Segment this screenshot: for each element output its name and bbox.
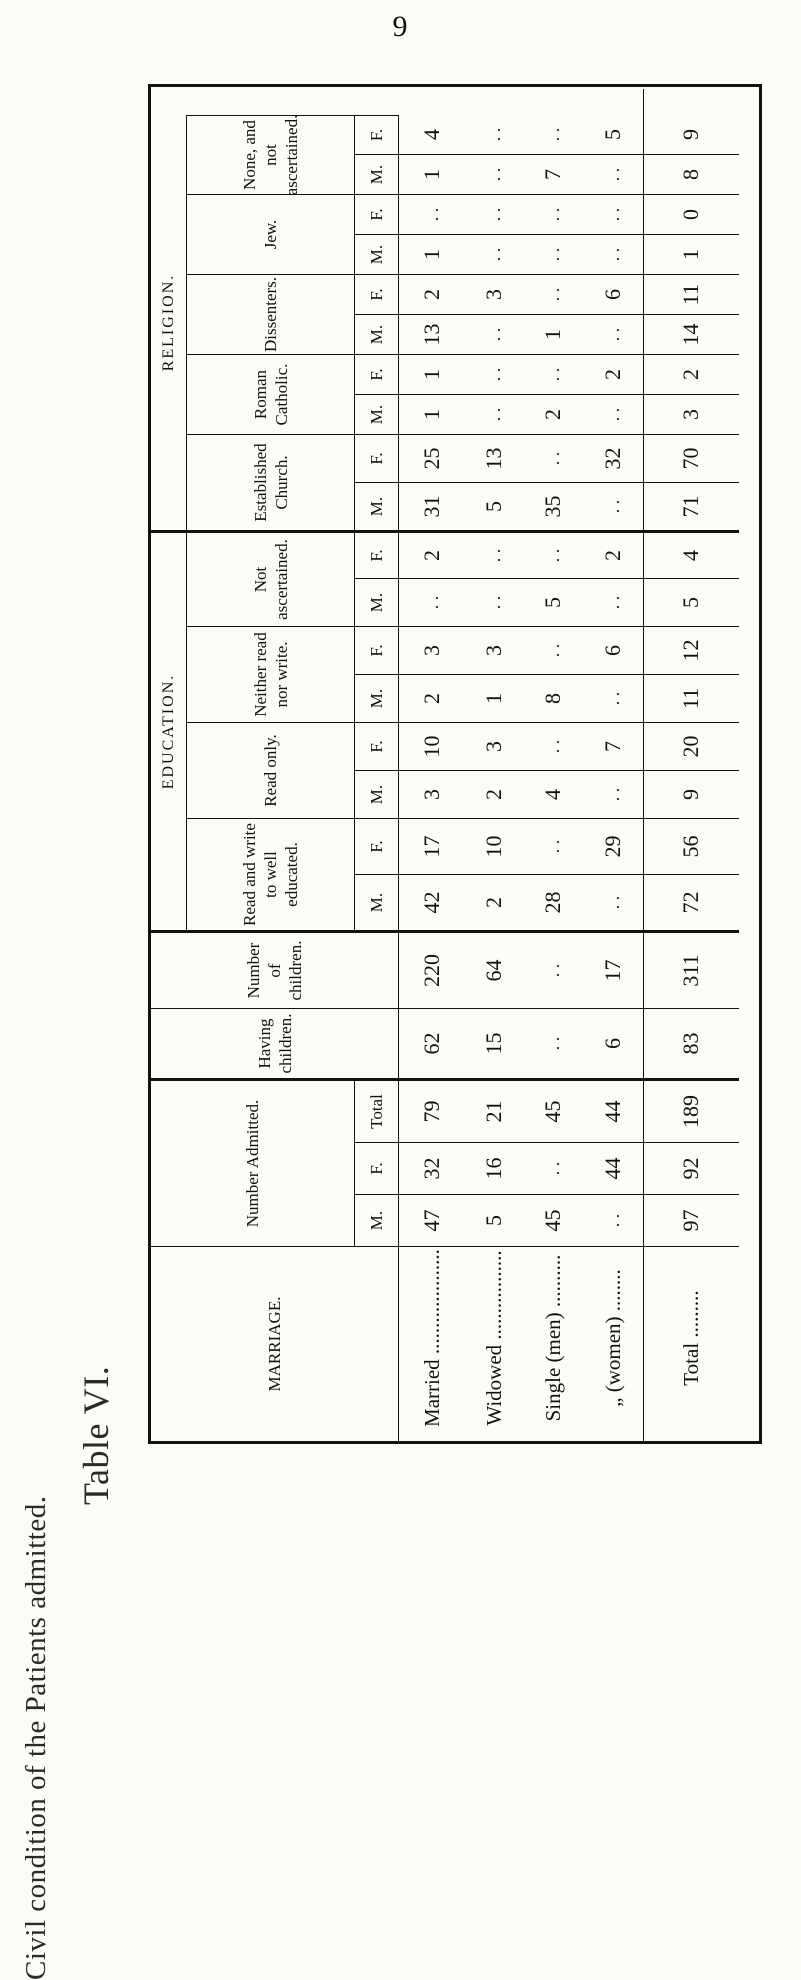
di-f-cell	[643, 274, 739, 314]
leader-dots: . .	[602, 787, 623, 802]
na-f-subheader: F.	[355, 530, 399, 578]
na-m-cell	[643, 578, 739, 626]
ec-f-cell	[583, 434, 643, 482]
adm-f-cell	[583, 1142, 643, 1194]
leader-dots: . .	[602, 691, 623, 706]
ec-f-subheader: F.	[355, 434, 399, 482]
leader-dots: . .	[421, 207, 442, 222]
label-cell	[523, 1246, 583, 1441]
di-m-cell	[643, 314, 739, 354]
table-row	[583, 115, 643, 1441]
value: 3	[481, 741, 506, 752]
value: 5	[481, 1215, 506, 1226]
children-cell	[583, 930, 643, 1008]
na-f-cell	[465, 530, 523, 578]
je-f-cell	[643, 194, 739, 234]
je-f-cell	[399, 194, 465, 234]
ro-m-cell	[399, 770, 465, 818]
je-f-cell	[523, 194, 583, 234]
ec-m-cell	[465, 482, 523, 530]
no-m-cell	[583, 154, 643, 194]
ec-f-cell	[465, 434, 523, 482]
label-cell	[399, 1246, 465, 1441]
value: 35	[540, 495, 565, 518]
rw-m-cell	[465, 874, 523, 930]
leader-dots: . .	[602, 895, 623, 910]
di-m-cell	[583, 314, 643, 354]
ec-m-subheader: M.	[355, 482, 399, 530]
nr-f-cell	[523, 626, 583, 674]
value: 44	[600, 1157, 625, 1180]
adm-f-cell	[643, 1142, 739, 1194]
rc-f-cell	[643, 354, 739, 394]
nr-m-cell	[643, 674, 739, 722]
no-m-cell	[399, 154, 465, 194]
established-church-header: Established Church.	[187, 434, 355, 530]
leader-dots: . .	[542, 1036, 563, 1051]
children-cell	[643, 930, 739, 1008]
rc-f-cell	[523, 354, 583, 394]
adm-m-subheader: M.	[355, 1194, 399, 1246]
di-f-cell	[583, 274, 643, 314]
adm-m-cell	[465, 1194, 523, 1246]
value: 2	[600, 550, 625, 561]
ro-f-cell	[465, 722, 523, 770]
na-m-cell	[583, 578, 643, 626]
page-number: 9	[392, 10, 408, 43]
value: 12	[678, 639, 703, 662]
nr-m-cell	[399, 674, 465, 722]
rc-f-cell	[583, 354, 643, 394]
total-row	[643, 115, 739, 1441]
value: 28	[540, 891, 565, 914]
value: 8	[540, 693, 565, 704]
table-row	[523, 115, 583, 1441]
je-m-cell	[465, 234, 523, 274]
value: 29	[600, 835, 625, 858]
ro-f-subheader: F.	[355, 722, 399, 770]
row-label: „ (women) ........	[600, 1269, 625, 1407]
value: 70	[678, 447, 703, 470]
value: 10	[419, 735, 444, 758]
value: 11	[678, 687, 703, 710]
value: 45	[540, 1209, 565, 1232]
leader-dots: . .	[483, 167, 504, 182]
having-cell	[523, 1008, 583, 1078]
nr-f-subheader: F.	[355, 626, 399, 674]
rc-m-cell	[523, 394, 583, 434]
nr-m-cell	[583, 674, 643, 722]
ro-m-cell	[465, 770, 523, 818]
no-f-subheader: F.	[355, 115, 399, 154]
no-m-subheader: M.	[355, 154, 399, 194]
value: 4	[419, 129, 444, 140]
table-row	[399, 115, 465, 1441]
rw-f-cell	[583, 818, 643, 874]
value: 1	[419, 169, 444, 180]
value: 32	[419, 1157, 444, 1180]
value: 21	[481, 1100, 506, 1123]
leader-dots: . .	[542, 548, 563, 563]
dissenters-header: Dissenters.	[187, 274, 355, 354]
leader-dots: . .	[483, 327, 504, 342]
na-f-cell	[399, 530, 465, 578]
leader-dots: . .	[602, 247, 623, 262]
rc-m-cell	[643, 394, 739, 434]
adm-t-cell	[399, 1078, 465, 1142]
value: 16	[481, 1157, 506, 1180]
leader-dots: . .	[483, 207, 504, 222]
read-only-header: Read only.	[187, 722, 355, 818]
value: 220	[419, 954, 444, 987]
di-f-subheader: F.	[355, 274, 399, 314]
leader-dots: . .	[542, 643, 563, 658]
leader-dots: . .	[483, 548, 504, 563]
civil-condition-table	[148, 84, 762, 1444]
jew-header: Jew.	[187, 194, 355, 274]
value: 0	[678, 209, 703, 220]
table-grid	[151, 89, 759, 1441]
je-m-cell	[643, 234, 739, 274]
di-m-subheader: M.	[355, 314, 399, 354]
je-f-cell	[465, 194, 523, 234]
value: 3	[419, 645, 444, 656]
rw-f-cell	[523, 818, 583, 874]
leader-dots: . .	[602, 499, 623, 514]
adm-f-cell	[465, 1142, 523, 1194]
adm-f-cell	[523, 1142, 583, 1194]
leader-dots: . .	[542, 207, 563, 222]
having-cell	[399, 1008, 465, 1078]
value: 13	[419, 323, 444, 346]
value: 2	[600, 369, 625, 380]
ec-f-cell	[399, 434, 465, 482]
na-f-cell	[523, 530, 583, 578]
leader-dots: . .	[542, 739, 563, 754]
no-m-cell	[465, 154, 523, 194]
adm-t-cell	[523, 1078, 583, 1142]
ro-m-cell	[523, 770, 583, 818]
je-f-cell	[583, 194, 643, 234]
value: 8	[678, 169, 703, 180]
rc-f-cell	[465, 354, 523, 394]
row-label: Single (men) ..........	[540, 1254, 565, 1422]
value: 14	[678, 323, 703, 346]
leader-dots: . .	[483, 247, 504, 262]
having-children-header: Having children.	[151, 1008, 399, 1078]
value: 15	[481, 1032, 506, 1055]
rw-m-subheader: M.	[355, 874, 399, 930]
ro-f-cell	[583, 722, 643, 770]
nr-m-cell	[465, 674, 523, 722]
leader-dots: . .	[483, 127, 504, 142]
read-and-write-header: Read and write to well educated.	[187, 818, 355, 930]
di-m-cell	[523, 314, 583, 354]
di-m-cell	[465, 314, 523, 354]
je-m-subheader: M.	[355, 234, 399, 274]
label-cell	[465, 1246, 523, 1441]
nr-f-cell	[643, 626, 739, 674]
ec-m-cell	[583, 482, 643, 530]
value: 71	[678, 495, 703, 518]
leader-dots: . .	[602, 327, 623, 342]
leader-dots: . .	[483, 367, 504, 382]
value: 6	[600, 289, 625, 300]
na-m-cell	[523, 578, 583, 626]
value: 5	[678, 597, 703, 608]
label-cell	[583, 1246, 643, 1441]
rw-f-subheader: F.	[355, 818, 399, 874]
nr-f-cell	[399, 626, 465, 674]
value: 1	[481, 693, 506, 704]
marriage-header: MARRIAGE.	[151, 1246, 399, 1441]
value: 1	[678, 249, 703, 260]
value: 2	[419, 289, 444, 300]
value: 45	[540, 1100, 565, 1123]
adm-t-cell	[465, 1078, 523, 1142]
value: 47	[419, 1209, 444, 1232]
value: 4	[540, 789, 565, 800]
no-f-cell	[465, 115, 523, 154]
value: 3	[678, 409, 703, 420]
value: 2	[419, 693, 444, 704]
children-cell	[399, 930, 465, 1008]
value: 17	[419, 835, 444, 858]
adm-f-cell	[399, 1142, 465, 1194]
row-label: Married ....................	[419, 1249, 444, 1427]
nr-f-cell	[583, 626, 643, 674]
value: 83	[678, 1032, 703, 1055]
value: 13	[481, 447, 506, 470]
adm-m-cell	[399, 1194, 465, 1246]
ec-f-cell	[523, 434, 583, 482]
leader-dots: . .	[542, 247, 563, 262]
value: 62	[419, 1032, 444, 1055]
value: 9	[678, 129, 703, 140]
leader-dots: . .	[421, 595, 442, 610]
value: 10	[481, 835, 506, 858]
value: 2	[678, 369, 703, 380]
rc-m-cell	[583, 394, 643, 434]
value: 20	[678, 735, 703, 758]
value: 1	[419, 249, 444, 260]
education-section-heading: EDUCATION.	[151, 530, 187, 930]
leader-dots: . .	[602, 407, 623, 422]
rc-m-cell	[399, 394, 465, 434]
value: 2	[540, 409, 565, 420]
je-m-cell	[523, 234, 583, 274]
value: 56	[678, 835, 703, 858]
leader-dots: . .	[542, 127, 563, 142]
neither-read-nor-write-header: Neither read nor write.	[187, 626, 355, 722]
no-f-cell	[399, 115, 465, 154]
value: 3	[481, 289, 506, 300]
leader-dots: . .	[542, 367, 563, 382]
value: 5	[481, 501, 506, 512]
value: 1	[540, 329, 565, 340]
not-ascertained-header: Not ascertained.	[187, 530, 355, 626]
value: 11	[678, 283, 703, 306]
no-f-cell	[583, 115, 643, 154]
rw-f-cell	[465, 818, 523, 874]
leader-dots: . .	[542, 963, 563, 978]
table-title: Civil condition of the Patients admitted.	[20, 1495, 52, 1980]
leader-dots: . .	[542, 287, 563, 302]
row-label: Total .........	[678, 1290, 703, 1386]
value: 64	[481, 959, 506, 982]
adm-t-cell	[643, 1078, 739, 1142]
value: 5	[600, 129, 625, 140]
di-f-cell	[399, 274, 465, 314]
no-m-cell	[523, 154, 583, 194]
nr-f-cell	[465, 626, 523, 674]
value: 97	[678, 1209, 703, 1232]
religion-section-heading: RELIGION.	[151, 115, 187, 530]
ec-m-cell	[523, 482, 583, 530]
ro-m-subheader: M.	[355, 770, 399, 818]
je-f-subheader: F.	[355, 194, 399, 234]
rw-m-cell	[583, 874, 643, 930]
adm-f-subheader: F.	[355, 1142, 399, 1194]
na-m-cell	[465, 578, 523, 626]
ro-f-cell	[523, 722, 583, 770]
rw-f-cell	[399, 818, 465, 874]
na-m-subheader: M.	[355, 578, 399, 626]
rc-m-subheader: M.	[355, 394, 399, 434]
children-cell	[523, 930, 583, 1008]
di-f-cell	[523, 274, 583, 314]
value: 32	[600, 447, 625, 470]
value: 189	[678, 1095, 703, 1128]
value: 3	[481, 645, 506, 656]
na-m-cell	[399, 578, 465, 626]
ro-f-cell	[643, 722, 739, 770]
value: 2	[481, 897, 506, 908]
value: 6	[600, 645, 625, 656]
rc-f-cell	[399, 354, 465, 394]
value: 5	[540, 597, 565, 608]
value: 25	[419, 447, 444, 470]
leader-dots: . .	[542, 839, 563, 854]
having-cell	[643, 1008, 739, 1078]
no-f-cell	[523, 115, 583, 154]
je-m-cell	[583, 234, 643, 274]
rw-f-cell	[643, 818, 739, 874]
di-m-cell	[399, 314, 465, 354]
rw-m-cell	[523, 874, 583, 930]
rc-f-subheader: F.	[355, 354, 399, 394]
none-and-not-ascertained-header: None, and not ascertained.	[187, 115, 355, 194]
no-f-cell	[643, 115, 739, 154]
value: 79	[419, 1100, 444, 1123]
ec-f-cell	[643, 434, 739, 482]
di-f-cell	[465, 274, 523, 314]
value: 1	[419, 409, 444, 420]
leader-dots: . .	[602, 595, 623, 610]
adm-t-subheader: Total	[355, 1078, 399, 1142]
having-cell	[465, 1008, 523, 1078]
ro-m-cell	[643, 770, 739, 818]
leader-dots: . .	[602, 1213, 623, 1228]
value: 7	[600, 741, 625, 752]
value: 2	[419, 550, 444, 561]
adm-m-cell	[523, 1194, 583, 1246]
number-admitted-header: Number Admitted.	[151, 1078, 355, 1246]
ec-m-cell	[399, 482, 465, 530]
value: 31	[419, 495, 444, 518]
rw-m-cell	[643, 874, 739, 930]
value: 6	[600, 1038, 625, 1049]
roman-catholic-header: Roman Catholic.	[187, 354, 355, 434]
no-m-cell	[643, 154, 739, 194]
table-label: Table VI.	[76, 1365, 116, 1505]
leader-dots: . .	[602, 167, 623, 182]
ro-f-cell	[399, 722, 465, 770]
number-of-children-header: Number of children.	[151, 930, 399, 1008]
value: 42	[419, 891, 444, 914]
having-cell	[583, 1008, 643, 1078]
value: 2	[481, 789, 506, 800]
row-label: Widowed .................	[481, 1250, 506, 1426]
value: 4	[678, 550, 703, 561]
nr-m-subheader: M.	[355, 674, 399, 722]
na-f-cell	[643, 530, 739, 578]
children-cell	[465, 930, 523, 1008]
leader-dots: . .	[542, 451, 563, 466]
rw-m-cell	[399, 874, 465, 930]
value: 17	[600, 959, 625, 982]
value: 3	[419, 789, 444, 800]
table-caption	[15, 1000, 125, 1980]
rc-m-cell	[465, 394, 523, 434]
value: 9	[678, 789, 703, 800]
value: 92	[678, 1157, 703, 1180]
leader-dots: . .	[542, 1161, 563, 1176]
leader-dots: . .	[483, 595, 504, 610]
value: 44	[600, 1100, 625, 1123]
je-m-cell	[399, 234, 465, 274]
ro-m-cell	[583, 770, 643, 818]
adm-m-cell	[643, 1194, 739, 1246]
leader-dots: . .	[602, 207, 623, 222]
leader-dots: . .	[483, 407, 504, 422]
nr-m-cell	[523, 674, 583, 722]
value: 7	[540, 169, 565, 180]
table-row	[465, 115, 523, 1441]
ec-m-cell	[643, 482, 739, 530]
adm-t-cell	[583, 1078, 643, 1142]
label-cell	[643, 1246, 739, 1441]
adm-m-cell	[583, 1194, 643, 1246]
value: 311	[678, 954, 703, 987]
value: 72	[678, 891, 703, 914]
na-f-cell	[583, 530, 643, 578]
value: 1	[419, 369, 444, 380]
